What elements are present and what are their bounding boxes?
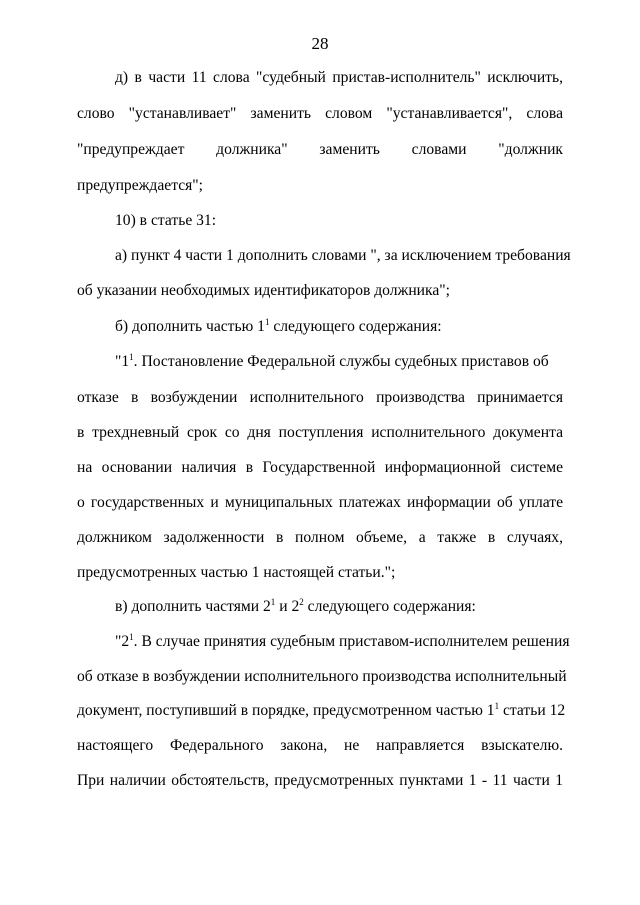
text-line: предусмотренных частью 1 настоящей статьи.";: [77, 564, 396, 581]
page-number: 28: [311, 34, 329, 53]
text-line: настоящего Федерального закона, не направляется взыскателю.: [77, 737, 563, 754]
text-line: в трехдневный срок со дня поступления исполнительного документа: [77, 424, 563, 441]
text-line: б) дополнить частью $1^1$ следующего содержания:: [115, 317, 442, 335]
text-line: на основании наличия в Государственной информационной системе: [77, 459, 563, 476]
text-line: "$2^1$. В случае принятия судебным приставом-исполнителем решения: [115, 632, 570, 650]
text-line: должником задолженности в полном объеме, а также в случаях,: [77, 529, 563, 546]
text-line: предупреждается";: [77, 177, 203, 194]
text-line: об указании необходимых идентификаторов должника";: [77, 282, 450, 299]
text-line: о государственных и муниципальных платежах информации об уплате: [77, 494, 563, 511]
text-line: д) в части 11 слова "судебный пристав-исполнитель" исключить,: [115, 69, 563, 86]
text-line: слово "устанавливает" заменить словом "устанавливается", слова: [77, 105, 563, 122]
text-line: отказе в возбуждении исполнительного производства принимается: [77, 389, 563, 406]
text-line: а) пункт 4 части 1 дополнить словами ", за исключением требования: [115, 247, 571, 264]
text-line: в) дополнить частями $2^1$ и $2^2$ следующего содержания:: [115, 597, 476, 615]
text-line: документ, поступивший в порядке, предусмотренном частью $1^1$ статьи 12: [77, 701, 566, 719]
text-line: "$1^1$. Постановление Федеральной службы судебных приставов об: [115, 352, 549, 370]
text-line: При наличии обстоятельств, предусмотренных пунктами 1 - 11 части 1: [77, 772, 563, 789]
text-line: об отказе в возбуждении исполнительного производства исполнительный: [77, 668, 567, 685]
text-line: 10) в статье 31:: [115, 212, 217, 229]
text-line: "предупреждает должника" заменить словами "должник: [77, 141, 563, 158]
